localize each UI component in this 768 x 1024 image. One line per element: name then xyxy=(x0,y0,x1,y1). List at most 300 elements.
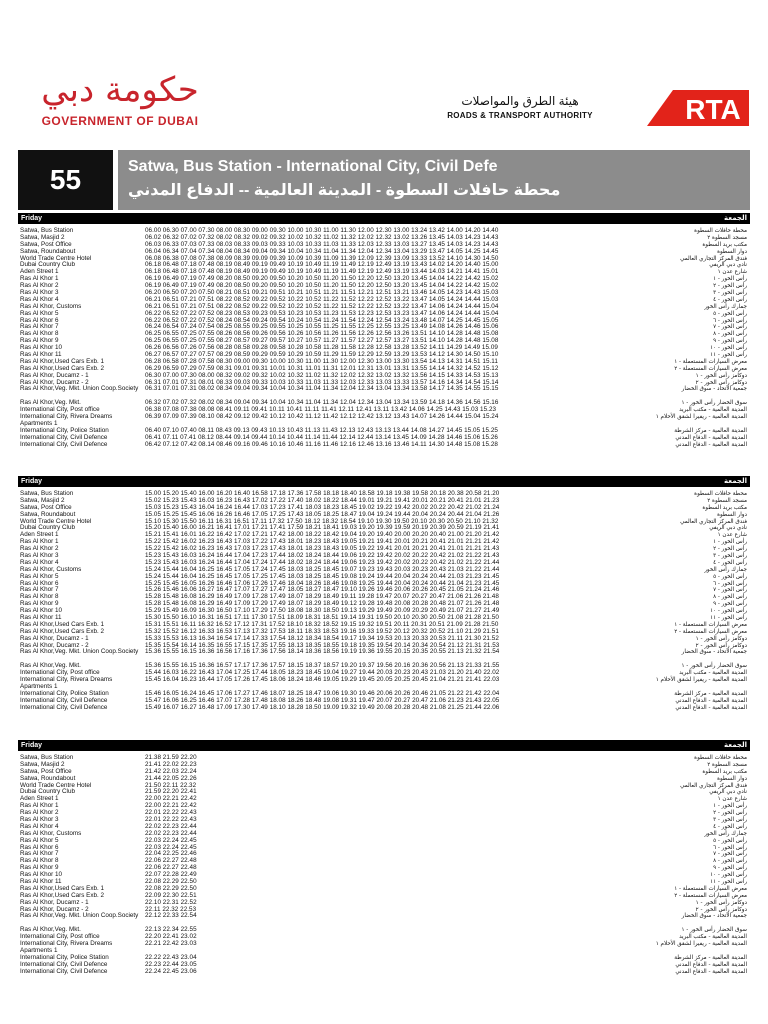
stop-name-english: Ras Al Khor,Veg. Mkt. Union Coop.Society xyxy=(20,912,139,920)
stop-name-arabic: رأس الخور - ٧ xyxy=(713,587,747,594)
departure-times: 21.50 22.11 22.32 xyxy=(145,781,197,789)
departure-times: 06.19 06.49 07.19 07.49 08.20 08.50 09.20 09.50 10.20 10.50 11.20 11.50 12.20 12.50 13.20 13.45 14.04 14.22 14.42 15.02 xyxy=(145,275,499,283)
stop-name-english: Ras Al Khor 7 xyxy=(20,850,59,858)
stop-name-arabic: المدينة العالمية - مكتب البريد xyxy=(679,407,747,414)
departure-times: 06.25 06.55 07.25 07.55 08.26 08.56 09.26 09.56 10.26 10.56 11.26 11.56 12.26 12.56 13.26 13.51 14.10 14.28 14.48 15.08 xyxy=(145,330,499,338)
stop-name-english: Satwa, Roundabout xyxy=(20,510,76,518)
stop-name-english: International City, Rivera Dreams Apartments 1 xyxy=(20,940,113,954)
rta-logo-icon xyxy=(645,88,750,128)
stop-name-arabic: رأس الخور - ٣ xyxy=(713,290,747,297)
stop-name-arabic: رأس الخور - ١ xyxy=(713,276,747,283)
section-day-arabic: الجمعة xyxy=(724,478,747,485)
stop-name-english: Ras Al Khor, Ducamz - 1 xyxy=(20,371,89,379)
stop-name-arabic: المدينة العالمية - الدفاع المدني xyxy=(675,697,747,704)
stop-name-arabic: دوكامز رأس الخور - ٢ xyxy=(695,642,747,649)
timetable-row xyxy=(18,900,750,907)
stop-name-arabic: نادي دبي الريفي xyxy=(709,525,747,532)
stop-name-english: Ras Al Khor 11 xyxy=(20,351,62,359)
stop-name-arabic: رأس الخور - ٢ xyxy=(713,810,747,817)
timetable-row xyxy=(18,705,750,712)
stop-name-arabic: رأس الخور - ٩ xyxy=(713,865,747,872)
departure-times: 15.24 15.44 16.04 16.25 16.45 17.05 17.24 17.45 18.03 18.25 18.45 19.07 19.23 19.43 20.03 20.23 20.43 21.03 21.22 21.44 xyxy=(145,565,500,573)
timetable-row xyxy=(18,845,750,852)
departure-times: 22.12 22.33 22.54 xyxy=(145,912,197,920)
departure-times: 06.28 06.58 07.28 07.58 08.30 09.00 09.30 10.00 10.30 11.00 11.30 12.00 12.30 13.00 13.30 13.54 14.13 14.31 14.51 15.11 xyxy=(145,357,498,365)
stop-name-english: Ras Al Khor, Ducamz - 2 xyxy=(20,641,89,649)
timetable-row xyxy=(18,831,750,838)
departure-times: 15.02 15.23 15.43 16.03 16.23 16.43 17.02 17.22 17.40 18.02 18.22 18.44 19.01 19.21 19.41 20.01 20.21 20.41 21.01 21.23 xyxy=(145,496,500,504)
timetable-row xyxy=(18,913,750,927)
stop-name-arabic: معرض السيارات المستعملة - ١ xyxy=(674,885,747,892)
departure-times: 06.29 06.59 07.29 07.59 08.31 09.01 09.31 10.01 10.31 11.01 11.31 12.01 12.31 13.01 13.31 13.55 14.14 14.32 14.52 15.12 xyxy=(145,364,499,372)
timetable-row xyxy=(18,677,750,691)
stop-name-english: Aden Street 1 xyxy=(20,795,59,803)
stop-name-english: Satwa, Masjid 2 xyxy=(20,496,65,504)
departure-times: 15.26 15.46 16.06 16.27 16.47 17.07 17.27 17.47 18.05 18.27 18.47 19.10 19.26 19.46 20.06 20.26 20.45 21.05 21.24 21.46 xyxy=(145,586,500,594)
stop-name-arabic: رأس الخور - ٤ xyxy=(713,823,747,830)
departure-times: 06.30 07.00 07.30 08.00 08.32 09.02 09.32 10.02 10.32 11.02 11.32 12.02 12.32 13.02 13.32 13.56 14.15 14.33 14.53 15.13 xyxy=(145,371,499,379)
timetable-row xyxy=(18,783,750,790)
stop-name-arabic: سوق الخضار رأس الخور - ١ xyxy=(681,927,747,934)
stop-name-arabic: رأس الخور - ٩ xyxy=(713,601,747,608)
stop-name-arabic: رأس الخور - ٢ xyxy=(713,546,747,553)
stop-name-english: Satwa, Bus Station xyxy=(20,227,74,234)
stop-name-arabic: شارع عدن ١ xyxy=(717,532,747,539)
departure-times: 15.22 15.42 16.02 16.23 16.43 17.03 17.23 17.43 18.01 18.23 18.43 19.05 19.22 19.41 20.01 20.21 20.41 21.01 21.21 21.43 xyxy=(145,545,500,553)
stop-name-arabic: المدينة العالمية - الدفاع المدني xyxy=(675,441,747,448)
stop-name-english: Satwa, Bus Station xyxy=(20,490,74,497)
departure-times: 06.08 06.38 07.08 07.38 08.09 08.39 09.09 09.39 10.09 10.39 11.09 11.39 12.09 12.39 13.09 13.33 13.52 14.10 14.30 14.50 xyxy=(145,254,499,262)
departure-times: 06.25 06.55 07.25 07.55 08.27 08.57 09.27 09.57 10.27 10.57 11.27 11.57 12.27 12.57 13.27 13.51 14.10 14.28 14.48 15.08 xyxy=(145,337,499,345)
stop-name-arabic: مكتب بريد السطوة xyxy=(702,504,747,511)
departure-times: 06.19 06.49 07.19 07.49 08.20 08.50 09.20 09.50 10.20 10.50 11.20 11.50 12.20 12.50 13.20 13.45 14.04 14.22 14.42 15.02 xyxy=(145,282,499,290)
departure-times: 06.40 07.10 07.40 08.11 08.43 09.13 09.43 10.13 10.43 11.13 11.43 12.13 12.43 13.13 13.44 14.08 14.27 14.45 15.05 15.25 xyxy=(145,426,498,434)
timetable-row xyxy=(18,886,750,893)
section-header xyxy=(18,213,750,224)
stop-name-english: Aden Street 1 xyxy=(20,268,59,276)
departure-times: 15.23 15.43 16.03 16.24 16.44 17.04 17.23 17.44 18.02 18.24 18.44 19.06 19.22 19.42 20.02 20.22 20.42 21.02 21.22 21.43 xyxy=(145,552,500,560)
stop-name-arabic: المدينة العالمية - ريفيرا لشقق الأحلام ١ xyxy=(655,941,747,948)
stop-name-english: International City, Post office xyxy=(20,669,100,677)
departure-times: 22.02 22.23 22.44 xyxy=(145,829,197,837)
stop-name-arabic: رأس الخور - ٥ xyxy=(713,573,747,580)
stop-name-english: Ras Al Khor 1 xyxy=(20,275,59,283)
section-day-arabic: الجمعة xyxy=(724,215,747,222)
departure-times: 15.30 15.50 16.10 16.31 16.51 17.11 17.30 17.51 18.09 18.31 18.51 19.14 19.31 19.50 20.10 20.30 20.50 21.08 21.28 21.50 xyxy=(145,614,499,622)
stop-name-english: Ras Al Khor 4 xyxy=(20,822,59,830)
government-of-dubai-logo xyxy=(20,70,220,128)
timetable-row xyxy=(18,955,750,962)
stop-name-english: Ras Al Khor,Veg. Mkt. xyxy=(20,662,81,670)
departure-times: 22.11 22.32 22.53 xyxy=(145,905,197,913)
timetable-row xyxy=(18,769,750,776)
timetable-row xyxy=(18,755,750,762)
stop-name-english: Ras Al Khor 5 xyxy=(20,836,59,844)
section-header xyxy=(18,476,750,487)
stop-name-arabic: سوق الخضار رأس الخور - ١ xyxy=(681,663,747,670)
stop-name-arabic: محطة حافلات السطوة xyxy=(694,755,747,761)
stop-name-english: International City, Rivera Dreams Apartments 1 xyxy=(20,413,113,427)
stop-name-arabic: معرض السيارات المستعملة - ١ xyxy=(674,358,747,365)
stop-name-english: World Trade Centre Hotel xyxy=(20,781,92,789)
stop-name-english: Ras Al Khor 7 xyxy=(20,586,59,594)
stop-name-arabic: دوكامز رأس الخور - ١ xyxy=(695,899,747,906)
departure-times: 06.21 06.51 07.21 07.51 08.22 08.52 09.22 09.52 10.22 10.52 11.22 11.52 12.22 12.52 13.22 13.47 14.05 14.24 14.44 15.03 xyxy=(145,295,499,303)
stop-name-english: Satwa, Masjid 2 xyxy=(20,760,65,768)
stop-name-english: Ras Al Khor 1 xyxy=(20,538,59,546)
stop-name-arabic: مسجد السطوة ٢ xyxy=(707,497,747,504)
stop-name-arabic: دوار السطوة xyxy=(717,248,747,255)
stop-name-english: Ras Al Khor,Used Cars Exb. 2 xyxy=(20,627,104,635)
stop-name-arabic: رأس الخور - ١١ xyxy=(710,615,747,622)
departure-times: 22.09 22.30 22.51 xyxy=(145,891,197,899)
stop-name-arabic: معرض السيارات المستعملة - ٢ xyxy=(674,892,747,899)
departure-times: 15.05 15.25 15.45 16.06 16.26 16.46 17.05 17.25 17.43 18.05 18.25 18.47 19.04 19.24 19.44 20.04 20.24 20.44 21.04 21.26 xyxy=(145,510,500,518)
departure-times: 22.00 22.21 22.42 xyxy=(145,795,197,803)
stop-name-arabic: رأس الخور - ٨ xyxy=(713,858,747,865)
route-number: 55 xyxy=(18,150,113,210)
departure-times: 21.38 21.59 22.20 xyxy=(145,754,197,761)
stop-name-english: International City, Police Station xyxy=(20,426,109,434)
stop-name-english: Ras Al Khor 8 xyxy=(20,330,59,338)
departure-times: 15.49 16.07 16.27 16.48 17.09 17.30 17.49 18.10 18.28 18.50 19.09 19.32 19.49 20.08 20.28 20.48 21.08 21.25 21.44 22.06 xyxy=(145,703,500,711)
stop-name-arabic: المدينة العالمية - مركز الشرطة xyxy=(674,690,747,697)
timetable-row xyxy=(18,824,750,831)
departure-times: 15.10 15.30 15.50 16.11 16.31 16.51 17.11 17.32 17.50 18.12 18.32 18.54 19.10 19.30 19.50 20.10 20.30 20.50 21.10 21.32 xyxy=(145,517,499,525)
departure-times: 15.28 15.48 16.08 16.29 16.49 17.09 17.28 17.49 18.07 18.29 18.49 19.11 19.28 19.47 20.07 20.27 20.47 21.06 21.26 21.48 xyxy=(145,593,499,601)
stop-name-arabic: معرض السيارات المستعملة - ٢ xyxy=(674,365,747,372)
timetable-row xyxy=(18,649,750,663)
stop-name-english: International City, Civil Defence xyxy=(20,960,108,968)
stop-name-arabic: محطة حافلات السطوة xyxy=(694,228,747,234)
stop-name-english: Aden Street 1 xyxy=(20,531,59,539)
departure-times: 22.07 22.28 22.49 xyxy=(145,871,197,879)
stop-name-arabic: نادي دبي الريفي xyxy=(709,262,747,269)
departure-times: 15.31 15.51 16.11 16.32 16.52 17.12 17.31 17.52 18.10 18.32 18.52 19.15 19.32 19.51 20.11 20.31 20.51 21.09 21.28 21.50 xyxy=(145,620,499,628)
stop-name-english: International City, Civil Defence xyxy=(20,433,108,441)
departure-times: 22.06 22.27 22.48 xyxy=(145,857,197,865)
stop-name-arabic: فندق المركز التجاري العالمي xyxy=(680,255,747,262)
departure-times: 22.20 22.41 23.02 xyxy=(145,933,197,941)
stop-name-english: Satwa, Masjid 2 xyxy=(20,233,65,241)
stop-name-arabic: المدينة العالمية - مكتب البريد xyxy=(679,670,747,677)
timetable-row xyxy=(18,934,750,941)
stop-name-arabic: فندق المركز التجاري العالمي xyxy=(680,782,747,789)
stop-name-english: Ras Al Khor 3 xyxy=(20,816,59,824)
stop-name-english: Ras Al Khor 10 xyxy=(20,871,63,879)
stop-name-english: International City, Post office xyxy=(20,406,100,414)
stop-name-english: Ras Al Khor, Ducamz - 1 xyxy=(20,634,89,642)
stop-name-arabic: محطة حافلات السطوة xyxy=(694,491,747,497)
timetable-row xyxy=(18,858,750,865)
stop-name-english: Ras Al Khor,Used Cars Exb. 1 xyxy=(20,884,104,892)
stop-name-arabic: رأس الخور - ٥ xyxy=(713,837,747,844)
stop-name-arabic: رأس الخور - ٥ xyxy=(713,310,747,317)
stop-name-english: Ras Al Khor 10 xyxy=(20,344,63,352)
departure-times: 06.21 06.51 07.21 07.51 08.22 08.52 09.22 09.52 10.22 10.52 11.22 11.52 12.22 12.52 13.22 13.47 14.06 14.24 14.44 15.04 xyxy=(145,302,499,310)
stop-name-english: Ras Al Khor 5 xyxy=(20,572,59,580)
stop-name-arabic: رأس الخور - ٧ xyxy=(713,851,747,858)
stop-name-arabic: المدينة العالمية - الدفاع المدني xyxy=(675,704,747,711)
section-day-english: Friday xyxy=(21,215,43,222)
section-day-english: Friday xyxy=(21,478,43,485)
stop-name-english: World Trade Centre Hotel xyxy=(20,517,92,525)
stop-name-arabic: رأس الخور - ٦ xyxy=(713,580,747,587)
departure-times: 06.24 06.54 07.24 07.54 08.25 08.55 09.25 09.55 10.25 10.55 11.25 11.55 12.25 12.55 13.25 13.49 14.08 14.26 14.46 15.06 xyxy=(145,323,499,331)
departure-times: 06.31 07.01 07.31 08.02 08.34 09.04 09.34 10.04 10.34 11.04 11.34 12.04 12.34 13.04 13.34 13.58 14.17 14.35 14.55 15.15 xyxy=(145,385,499,393)
timetable-row xyxy=(18,838,750,845)
stop-name-english: Ras Al Khor 1 xyxy=(20,802,59,810)
stop-name-english: Ras Al Khor, Customs xyxy=(20,829,82,837)
stop-name-english: Ras Al Khor 11 xyxy=(20,614,62,622)
stop-name-english: Ras Al Khor,Used Cars Exb. 2 xyxy=(20,364,104,372)
departure-times: 06.41 07.11 07.41 08.12 08.44 09.14 09.44 10.14 10.44 11.14 11.44 12.14 12.44 13.14 13.45 14.09 14.28 14.46 15.06 15.26 xyxy=(145,433,498,441)
stop-name-english: Satwa, Bus Station xyxy=(20,754,74,761)
stop-name-arabic: رأس الخور - ٧ xyxy=(713,324,747,331)
departure-times: 15.32 15.52 16.12 16.33 16.53 17.13 17.32 17.53 18.11 18.33 18.53 19.16 19.33 19.52 20.12 20.32 20.52 21.10 21.29 21.51 xyxy=(145,627,499,635)
departure-times: 22.21 22.42 23.03 xyxy=(145,940,197,948)
stop-name-english: Ras Al Khor, Customs xyxy=(20,565,82,573)
departure-times: 21.59 22.20 22.41 xyxy=(145,788,197,796)
stop-name-english: International City, Post office xyxy=(20,933,100,941)
stop-name-english: International City, Civil Defence xyxy=(20,696,108,704)
departure-times: 15.36 15.55 16.15 16.36 16.56 17.16 17.36 17.56 18.14 18.36 18.56 19.19 19.36 19.55 20.15 20.35 20.55 21.13 21.32 21.54 xyxy=(145,648,500,656)
timetable-row xyxy=(18,817,750,824)
timetable-section xyxy=(18,213,750,449)
stop-name-english: Ras Al Khor 5 xyxy=(20,309,59,317)
departure-times: 22.01 22.22 22.43 xyxy=(145,816,197,824)
stop-name-arabic: معرض السيارات المستعملة - ١ xyxy=(674,621,747,628)
stop-name-arabic: المدينة العالمية - الدفاع المدني xyxy=(675,961,747,968)
departure-times: 06.38 07.08 07.38 08.08 08.41 09.11 09.41 10.11 10.41 11.11 11.41 12.11 12.41 13.11 13.42 14.06 14.25 14.43 15.03 15.23 xyxy=(145,406,497,414)
departure-times: 06.31 07.01 07.31 08.01 08.33 09.03 09.33 10.03 10.33 11.03 11.33 12.03 12.33 13.03 13.33 13.57 14.16 14.34 14.54 15.14 xyxy=(145,378,499,386)
stop-name-arabic: رأس الخور - ١١ xyxy=(710,352,747,359)
departure-times: 06.32 07.02 07.32 08.02 08.34 09.04 09.34 10.04 10.34 11.04 11.34 12.04 12.34 13.04 13.34 13.59 14.18 14.36 14.56 15.16 xyxy=(145,399,499,407)
timetable-row xyxy=(18,962,750,969)
departure-times: 06.04 06.34 07.04 07.34 08.04 08.34 09.04 09.34 10.04 10.34 11.04 11.34 12.04 12.34 13.04 13.29 13.47 14.05 14.25 14.45 xyxy=(145,247,499,255)
timetable-row xyxy=(18,414,750,428)
departure-times: 15.20 15.40 16.00 16.21 16.41 17.01 17.21 17.41 17.59 18.21 18.41 19.03 19.20 19.39 19.59 20.19 20.39 20.59 21.19 21.41 xyxy=(145,524,500,532)
stop-name-english: Ras Al Khor,Veg. Mkt. Union Coop.Society xyxy=(20,385,139,393)
departure-times: 15.21 15.41 16.01 16.22 16.42 17.02 17.21 17.42 18.00 18.22 18.42 19.04 19.20 19.40 20.00 20.20 20.40 21.00 21.20 21.42 xyxy=(145,531,500,539)
stop-name-arabic: رأس الخور - ١٠ xyxy=(710,608,747,615)
timetable-row xyxy=(18,386,750,400)
departure-times: 06.18 06.48 07.18 07.48 08.19 08.49 09.19 09.49 10.19 10.49 11.19 11.49 12.19 12.49 13.19 13.44 14.03 14.21 14.41 15.01 xyxy=(145,268,499,276)
stop-name-arabic: رأس الخور - ٣ xyxy=(713,553,747,560)
stop-name-english: Satwa, Roundabout xyxy=(20,774,76,782)
stop-name-arabic: رأس الخور - ١ xyxy=(713,539,747,546)
stop-name-arabic: مسجد السطوة ٢ xyxy=(707,761,747,768)
stop-name-english: Ras Al Khor,Veg. Mkt. Union Coop.Society xyxy=(20,648,139,656)
departure-times: 06.20 06.50 07.20 07.50 08.21 08.51 09.21 09.51 10.21 10.51 11.21 11.51 12.21 12.51 13.21 13.46 14.05 14.23 14.43 15.03 xyxy=(145,289,499,297)
stop-name-english: Dubai Country Club xyxy=(20,788,75,796)
departure-times: 06.00 06.30 07.00 07.30 08.00 08.30 09.00 09.30 10.00 10.30 11.00 11.30 12.00 12.30 13.00 13.24 13.42 14.00 14.20 14.40 xyxy=(145,227,499,234)
departure-times: 22.02 22.23 22.44 xyxy=(145,822,197,830)
stop-name-english: Ras Al Khor, Ducamz - 2 xyxy=(20,378,89,386)
gov-logo-arabic: حكومة دبي xyxy=(41,70,199,110)
stop-name-arabic: دوكامز رأس الخور - ٢ xyxy=(695,906,747,913)
stop-name-english: Ras Al Khor 3 xyxy=(20,552,59,560)
departure-times: 15.28 15.48 16.08 16.29 16.49 17.09 17.29 17.49 18.07 18.29 18.49 19.12 19.28 19.48 20.08 20.28 20.48 21.07 21.26 21.48 xyxy=(145,600,500,608)
departure-times: 22.10 22.31 22.52 xyxy=(145,898,197,906)
stop-name-english: Ras Al Khor 2 xyxy=(20,809,59,817)
stop-name-english: Ras Al Khor 7 xyxy=(20,323,59,331)
departure-times: 22.13 22.34 22.55 xyxy=(145,926,197,934)
stop-name-english: Ras Al Khor 6 xyxy=(20,316,59,324)
stop-name-arabic: رأس الخور - ١٠ xyxy=(710,345,747,352)
stop-name-english: Ras Al Khor,Veg. Mkt. xyxy=(20,399,81,407)
stop-name-arabic: سوق الخضار رأس الخور - ١ xyxy=(681,400,747,407)
departure-times: 15.46 16.05 16.24 16.45 17.06 17.27 17.46 18.07 18.25 18.47 19.06 19.30 19.46 20.06 20.26 20.46 21.05 21.22 21.42 22.04 xyxy=(145,689,500,697)
stop-name-english: International City, Police Station xyxy=(20,689,109,697)
stop-name-arabic: المدينة العالمية - مكتب البريد xyxy=(679,934,747,941)
stop-name-arabic: رأس الخور - ٦ xyxy=(713,844,747,851)
timetable-row xyxy=(18,442,750,449)
departure-times: 06.27 06.57 07.27 07.57 08.29 08.59 09.29 09.59 10.29 10.59 11.29 11.59 12.29 12.59 13.29 13.53 14.12 14.30 14.50 15.10 xyxy=(145,351,499,359)
stop-name-english: Satwa, Post Office xyxy=(20,503,72,511)
stop-name-arabic: شارع عدن ١ xyxy=(717,796,747,803)
departure-times: 22.03 22.24 22.45 xyxy=(145,836,197,844)
departure-times: 22.08 22.29 22.50 xyxy=(145,878,197,886)
timetable-row xyxy=(18,927,750,934)
departure-times: 15.35 15.54 16.14 16.35 16.55 17.15 17.35 17.55 18.13 18.35 18.55 19.18 19.35 19.54 20.14 20.34 20.54 21.12 21.31 21.53 xyxy=(145,641,500,649)
departure-times: 06.22 06.52 07.22 07.52 08.23 08.53 09.23 09.53 10.23 10.53 11.23 11.53 12.23 12.53 13.23 13.47 14.06 14.24 14.44 15.04 xyxy=(145,309,499,317)
stop-name-arabic: دوار السطوة xyxy=(717,511,747,518)
timetable-row xyxy=(18,865,750,872)
stop-name-english: Dubai Country Club xyxy=(20,261,75,269)
departure-times: 06.18 06.48 07.18 07.48 08.19 08.49 09.19 09.49 10.19 10.49 11.19 11.49 12.19 12.49 13.19 13.43 14.02 14.20 14.40 15.00 xyxy=(145,261,499,269)
stop-name-english: Ras Al Khor 10 xyxy=(20,607,63,615)
stop-name-arabic: جمعية الاتحاد - سوق الخضار xyxy=(681,386,747,393)
departure-times: 22.04 22.25 22.46 xyxy=(145,850,197,858)
stop-name-english: International City, Civil Defence xyxy=(20,703,108,711)
departure-times: 06.42 07.12 07.42 08.14 08.46 09.16 09.46 10.16 10.46 11.16 11.46 12.16 12.46 13.16 13.46 14.11 14.30 14.48 15.08 15.28 xyxy=(145,440,498,448)
stop-name-english: Satwa, Post Office xyxy=(20,240,72,248)
stop-name-arabic: المدينة العالمية - ريفيرا لشقق الأحلام ١ xyxy=(655,677,747,684)
departure-times: 15.22 15.42 16.02 16.23 16.43 17.03 17.22 17.43 18.01 18.23 18.43 19.05 19.21 19.41 20.01 20.21 20.41 21.01 21.21 21.42 xyxy=(145,538,500,546)
departure-times: 15.25 15.45 16.05 16.26 16.46 17.06 17.26 17.46 18.04 18.26 18.46 19.08 19.25 19.44 20.04 20.24 20.44 21.04 21.23 21.45 xyxy=(145,579,500,587)
stop-name-arabic: رأس الخور - ١٠ xyxy=(710,872,747,879)
gov-logo-english: GOVERNMENT OF DUBAI xyxy=(41,114,199,128)
stop-name-english: Ras Al Khor,Veg. Mkt. xyxy=(20,926,81,934)
departure-times: 15.45 16.04 16.23 16.44 17.05 17.26 17.45 18.06 18.24 18.46 19.05 19.29 19.45 20.05 20.25 20.45 21.04 21.21 21.41 22.03 xyxy=(145,676,500,684)
page-header xyxy=(0,0,768,150)
rta-logo-text: RTA xyxy=(685,94,741,125)
departure-times: 21.42 22.03 22.24 xyxy=(145,767,197,775)
departure-times: 22.03 22.24 22.45 xyxy=(145,843,197,851)
stop-name-arabic: مكتب بريد السطوة xyxy=(702,241,747,248)
stop-name-arabic: رأس الخور - ٤ xyxy=(713,559,747,566)
stop-name-arabic: رأس الخور - ٤ xyxy=(713,296,747,303)
departure-times: 15.24 15.44 16.04 16.25 16.45 17.05 17.25 17.45 18.03 18.25 18.45 19.08 19.24 19.44 20.04 20.24 20.44 21.03 21.23 21.45 xyxy=(145,572,500,580)
stop-name-english: Ras Al Khor 11 xyxy=(20,878,62,886)
departure-times: 06.39 07.09 07.39 08.10 08.42 09.12 09.42 10.12 10.42 11.12 11.42 12.12 12.42 13.12 13.43 14.07 14.26 14.44 15.04 15.24 xyxy=(145,413,499,421)
stop-name-english: Satwa, Post Office xyxy=(20,767,72,775)
departure-times: 15.23 15.43 16.03 16.24 16.44 17.04 17.24 17.44 18.02 18.24 18.44 19.06 19.23 19.42 20.02 20.22 20.42 21.02 21.22 21.44 xyxy=(145,558,500,566)
departure-times: 06.02 06.32 07.02 07.32 08.02 08.32 09.02 09.32 10.02 10.32 11.02 11.32 12.02 12.32 13.02 13.26 13.45 14.03 14.23 14.43 xyxy=(145,233,499,241)
stop-name-arabic: رأس الخور - ٨ xyxy=(713,594,747,601)
timetable-row xyxy=(18,893,750,900)
departure-times: 22.08 22.29 22.50 xyxy=(145,884,197,892)
stop-name-english: International City, Civil Defence xyxy=(20,440,108,448)
stop-name-arabic: دوكامز رأس الخور - ١ xyxy=(695,635,747,642)
departure-times: 15.47 16.06 16.25 16.46 17.07 17.28 17.48 18.08 18.26 18.48 19.08 19.31 19.47 20.07 20.27 20.47 21.06 21.23 21.43 22.05 xyxy=(145,696,500,704)
timetable-row xyxy=(18,879,750,886)
stop-name-english: Ras Al Khor 3 xyxy=(20,289,59,297)
departure-times: 06.26 06.56 07.26 07.56 08.28 08.58 09.28 09.58 10.28 10.58 11.28 11.58 12.28 12.58 13.28 13.52 14.11 14.29 14.49 15.09 xyxy=(145,344,498,352)
stop-name-english: Satwa, Roundabout xyxy=(20,247,76,255)
stop-name-english: Ras Al Khor 2 xyxy=(20,545,59,553)
route-title xyxy=(118,150,750,210)
section-day-arabic: الجمعة xyxy=(724,742,747,749)
stop-name-english: Ras Al Khor 9 xyxy=(20,600,59,608)
departure-times: 15.00 15.20 15.40 16.00 16.20 16.40 16.58 17.18 17.36 17.58 18.18 18.40 18.58 19.18 19.38 19.58 20.18 20.38 20.58 21.20 xyxy=(145,490,500,497)
stop-name-english: Ras Al Khor, Ducamz - 1 xyxy=(20,898,89,906)
route-title-english: Satwa, Bus Station - International City, Civil Defe xyxy=(128,158,498,175)
stop-name-arabic: جمارك رأس الخور xyxy=(704,303,747,310)
stop-name-english: Ras Al Khor,Used Cars Exb. 1 xyxy=(20,620,104,628)
stop-name-arabic: مسجد السطوة ٢ xyxy=(707,234,747,241)
departure-times: 15.44 16.03 16.22 16.43 17.04 17.25 17.44 18.05 18.23 18.45 19.04 19.27 19.44 20.03 20.23 20.43 21.03 21.20 21.40 22.02 xyxy=(145,669,500,677)
stop-name-arabic: شارع عدن ١ xyxy=(717,269,747,276)
stop-name-arabic: مكتب بريد السطوة xyxy=(702,768,747,775)
departure-times: 15.33 15.53 16.13 16.34 16.54 17.14 17.33 17.54 18.12 18.34 18.54 19.17 19.34 19.53 20.13 20.33 20.53 21.11 21.30 21.52 xyxy=(145,634,499,642)
stop-name-english: Ras Al Khor,Used Cars Exb. 1 xyxy=(20,357,104,365)
stop-name-arabic: دوكامز رأس الخور - ٢ xyxy=(695,379,747,386)
timetable-section xyxy=(18,740,750,976)
stop-name-arabic: رأس الخور - ٩ xyxy=(713,338,747,345)
departure-times: 22.23 22.44 23.05 xyxy=(145,960,197,968)
rta-names xyxy=(420,94,620,120)
stop-name-arabic: معرض السيارات المستعملة - ٢ xyxy=(674,628,747,635)
stop-name-arabic: رأس الخور - ١ xyxy=(713,803,747,810)
stop-name-arabic: المدينة العالمية - الدفاع المدني xyxy=(675,434,747,441)
stop-name-english: Ras Al Khor 6 xyxy=(20,843,59,851)
timetable-section xyxy=(18,476,750,712)
stop-name-english: Ras Al Khor,Used Cars Exb. 2 xyxy=(20,891,104,899)
departure-times: 15.29 15.49 16.09 16.30 16.50 17.10 17.29 17.50 18.08 18.30 18.50 19.13 19.29 19.49 20.09 20.29 20.49 21.07 21.27 21.49 xyxy=(145,607,500,615)
timetable-row xyxy=(18,941,750,955)
stop-name-arabic: جمعية الاتحاد - سوق الخضار xyxy=(681,913,747,920)
timetable-row xyxy=(18,789,750,796)
route-title-arabic: محطة حافلات السطوة - المدينة العالمية -- الدفاع المدني xyxy=(128,182,561,199)
departure-times: 15.36 15.55 16.15 16.36 16.57 17.17 17.36 17.57 18.15 18.37 18.57 19.20 19.37 19.56 20.16 20.36 20.56 21.13 21.33 21.55 xyxy=(145,662,500,670)
stop-name-arabic: رأس الخور - ٨ xyxy=(713,331,747,338)
stop-name-arabic: فندق المركز التجاري العالمي xyxy=(680,518,747,525)
section-header xyxy=(18,740,750,751)
stop-name-arabic: المدينة العالمية - ريفيرا لشقق الأحلام ١ xyxy=(655,414,747,421)
stop-name-english: Ras Al Khor 8 xyxy=(20,857,59,865)
stop-name-arabic: رأس الخور - ٣ xyxy=(713,817,747,824)
stop-name-english: World Trade Centre Hotel xyxy=(20,254,92,262)
stop-name-arabic: دوار السطوة xyxy=(717,775,747,782)
stop-name-english: International City, Police Station xyxy=(20,953,109,961)
stop-name-english: Ras Al Khor 6 xyxy=(20,579,59,587)
rta-logo-block xyxy=(420,88,750,128)
stop-name-english: Ras Al Khor 4 xyxy=(20,295,59,303)
departure-times: 06.22 06.52 07.22 07.52 08.24 08.54 09.24 09.54 10.24 10.54 11.24 11.54 12.24 12.54 13.24 13.48 14.07 14.25 14.45 15.05 xyxy=(145,316,499,324)
timetable-row xyxy=(18,796,750,803)
stop-name-english: Ras Al Khor 8 xyxy=(20,593,59,601)
departure-times: 22.06 22.27 22.48 xyxy=(145,864,197,872)
timetable-row xyxy=(18,810,750,817)
timetable-row xyxy=(18,851,750,858)
stop-name-arabic: دوكامز رأس الخور - ١ xyxy=(695,372,747,379)
stop-name-english: International City, Civil Defence xyxy=(20,967,108,975)
departure-times: 06.03 06.33 07.03 07.33 08.03 08.33 09.03 09.33 10.03 10.33 11.03 11.33 12.03 12.33 13.03 13.27 13.45 14.03 14.23 14.43 xyxy=(145,240,499,248)
stop-name-arabic: جمعية الاتحاد - سوق الخضار xyxy=(681,649,747,656)
stop-name-arabic: نادي دبي الريفي xyxy=(709,789,747,796)
